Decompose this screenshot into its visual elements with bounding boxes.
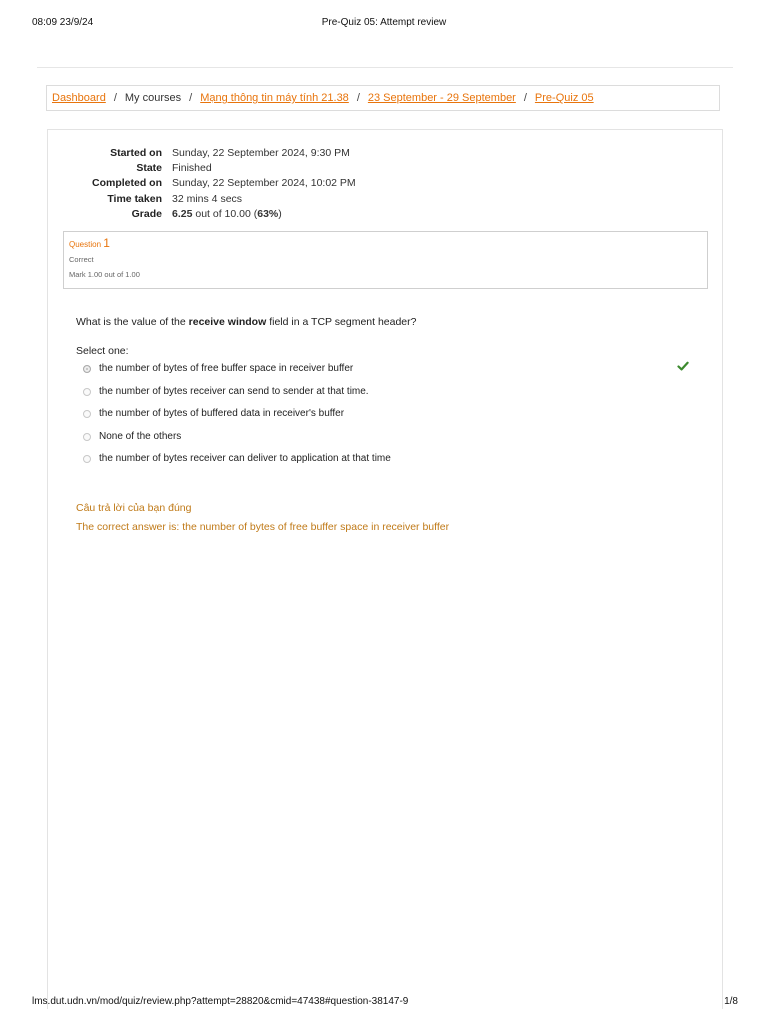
- breadcrumb-separator: /: [356, 92, 360, 104]
- question-number: [69, 236, 707, 250]
- answer-option-label: None of the others: [99, 431, 182, 442]
- answer-option-e[interactable]: [83, 453, 391, 464]
- answer-option-b[interactable]: [83, 386, 369, 397]
- answer-option-label: the number of bytes of buffered data in receiver's buffer: [99, 408, 345, 419]
- attempt-summary: [60, 146, 356, 222]
- started-on-label: Started on: [110, 147, 162, 159]
- answer-option-c[interactable]: [83, 408, 344, 419]
- state-value: Finished: [172, 162, 212, 175]
- completed-on-label: Completed on: [92, 177, 162, 190]
- summary-row-state: [60, 161, 356, 176]
- question-info-box: [63, 231, 708, 289]
- grade-score: 6.25: [172, 207, 193, 220]
- breadcrumb-separator: /: [523, 92, 527, 104]
- breadcrumb-week[interactable]: 23 September - 29 September: [367, 92, 516, 104]
- grade-percent: 63%: [257, 207, 279, 220]
- right-answer-feedback: The correct answer is: the number of bytes of free buffer space in receiver buffer: [76, 521, 450, 533]
- breadcrumb-course[interactable]: Mạng thông tin máy tính 21.38: [200, 92, 349, 104]
- answer-option-label: the number of bytes of free buffer space in receiver buffer: [99, 363, 354, 374]
- radio-button[interactable]: [83, 388, 91, 396]
- answer-option-label: the number of bytes receiver can deliver to application at that time: [99, 453, 391, 464]
- radio-button-selected[interactable]: [83, 365, 91, 373]
- question-number-value: 1: [103, 236, 110, 250]
- breadcrumb-separator: /: [113, 92, 117, 104]
- breadcrumb-separator: /: [189, 92, 193, 104]
- grade-value: [172, 207, 282, 222]
- check-icon: [677, 360, 689, 372]
- question-prefix: Question: [69, 240, 102, 249]
- summary-row-grade: [60, 207, 356, 222]
- breadcrumb-quiz[interactable]: Pre-Quiz 05: [534, 92, 594, 104]
- breadcrumb: [46, 85, 720, 111]
- started-on-value: Sunday, 22 September 2024, 9:30 PM: [172, 147, 350, 159]
- radio-button[interactable]: [83, 410, 91, 418]
- summary-row-completed: [60, 176, 356, 191]
- question-text-before: What is the value of the: [76, 316, 189, 328]
- general-feedback: Câu trả lời của bạn đúng: [76, 502, 192, 514]
- completed-on-value: Sunday, 22 September 2024, 10:02 PM: [172, 177, 356, 190]
- print-datetime: 08:09 23/9/24: [32, 17, 94, 28]
- time-taken-label: Time taken: [107, 192, 162, 205]
- grade-label: Grade: [131, 207, 162, 220]
- answer-option-a[interactable]: [83, 363, 353, 374]
- breadcrumb-dashboard[interactable]: Dashboard: [52, 92, 106, 104]
- print-page-title: Pre-Quiz 05: Attempt review: [321, 17, 447, 28]
- breadcrumb-my-courses: My courses: [124, 92, 182, 104]
- question-mark: Mark 1.00 out of 1.00: [69, 270, 140, 279]
- select-one-label: Select one:: [76, 345, 129, 357]
- summary-row-started: [60, 146, 356, 161]
- grade-close: ): [278, 207, 282, 220]
- answer-option-d[interactable]: [83, 431, 181, 442]
- grade-out-of: out of 10.00 (: [192, 207, 258, 220]
- divider: [37, 67, 733, 68]
- question-state: Correct: [69, 255, 94, 264]
- time-taken-value: 32 mins 4 secs: [172, 192, 243, 205]
- print-page-number: 1/8: [724, 996, 738, 1007]
- radio-button[interactable]: [83, 455, 91, 463]
- radio-button[interactable]: [83, 433, 91, 441]
- question-text-keyword: receive window: [188, 316, 267, 328]
- print-url: lms.dut.udn.vn/mod/quiz/review.php?attempt=28820&cmid=47438#question-38147-9: [32, 996, 409, 1007]
- answer-option-label: the number of bytes receiver can send to sender at that time.: [99, 386, 369, 397]
- state-label: State: [136, 162, 162, 175]
- summary-row-time-taken: [60, 192, 356, 207]
- question-text-after: field in a TCP segment header?: [266, 316, 417, 328]
- question-text: [76, 316, 417, 328]
